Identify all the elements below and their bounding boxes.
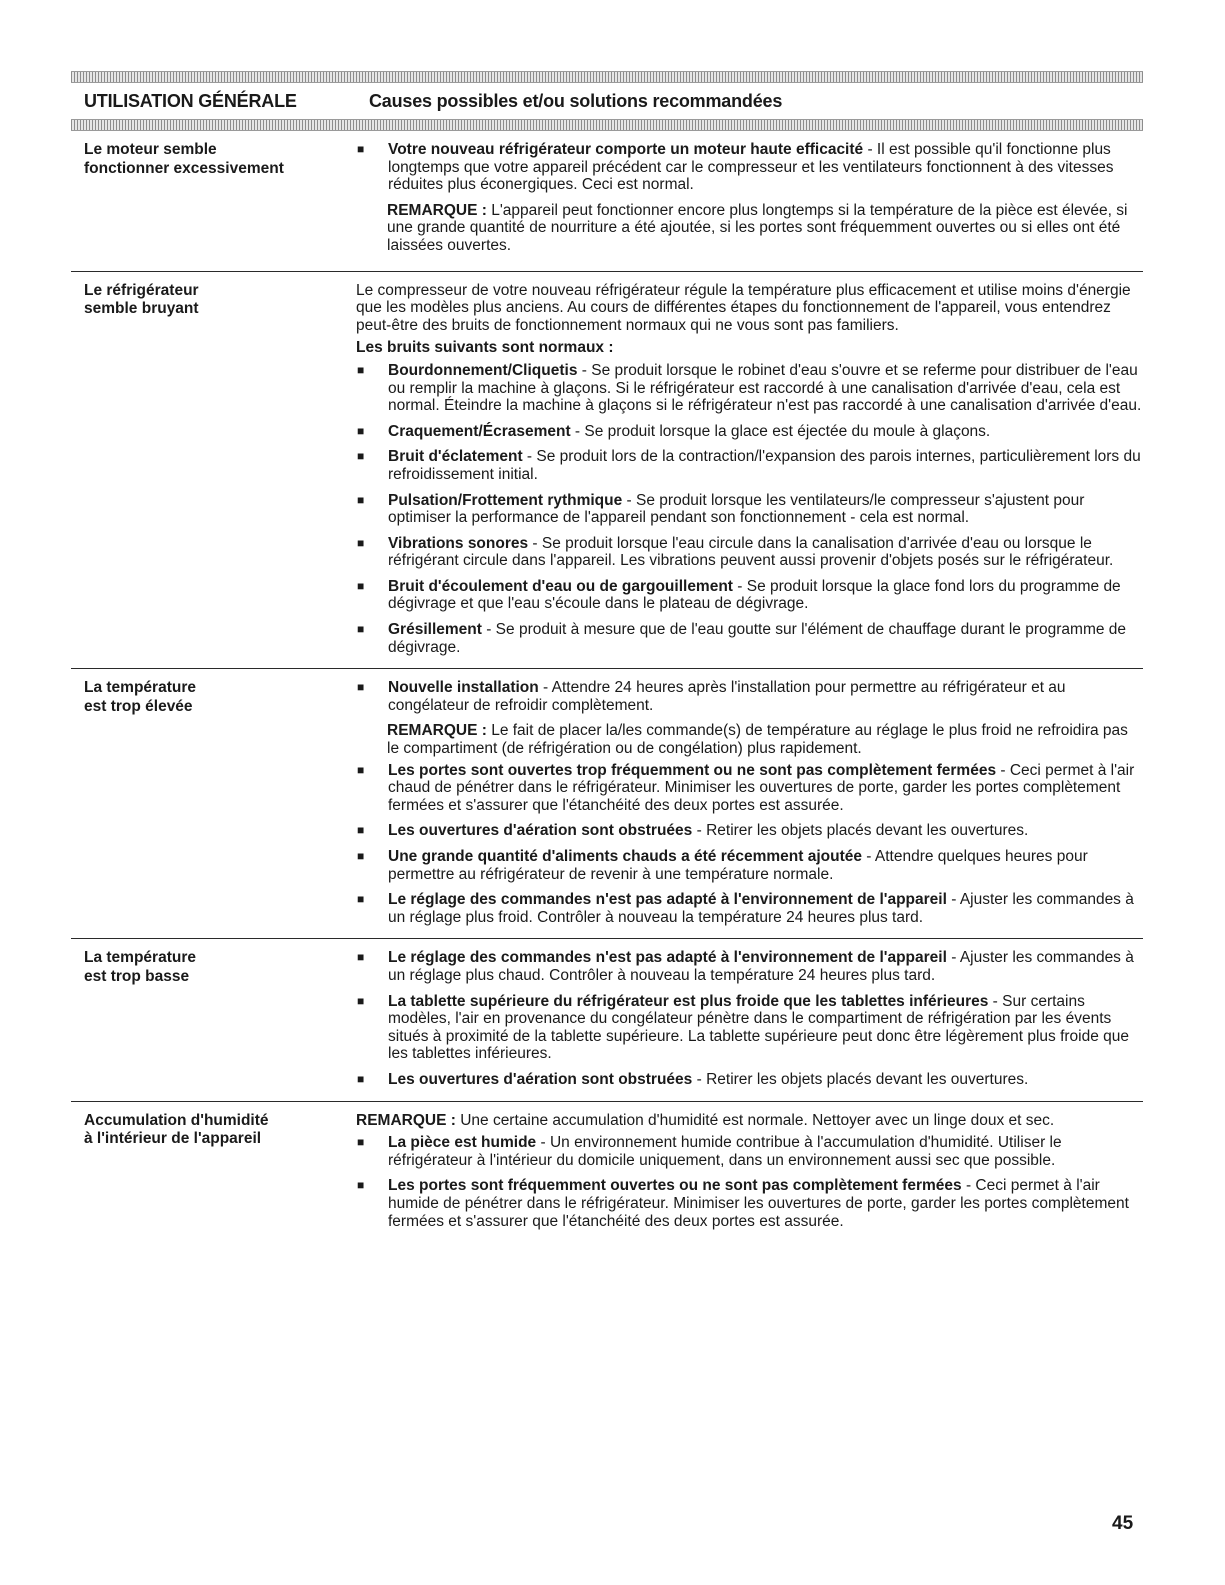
solutions-cell [356, 141, 1143, 259]
item-text [388, 141, 1143, 194]
item-text [388, 679, 1143, 714]
item-title: Nouvelle installation [388, 679, 539, 697]
item-description: - Se produit lorsque le robinet d'eau s'ouvre et se referme pour distribuer de l'eau ou remplir la machine à glaçons. Si le réfrigérateur est raccordé à une canalisation d'arrivée d'eau, cela est normal. Éteindre la machine à glaçons si le réfrigérateur n'est pas raccordé à une canalisation d'arrivée d'eau. [388, 361, 1142, 415]
note-text: L'appareil peut fonctionner encore plus longtemps si la température de la pièce est élevée, si une grande quantité de nourriture a été ajoutée, si les portes sont fréquemment ouvertes ou si elles ont été laissées ouvertes. [387, 201, 1128, 254]
intro-paragraph: Le compresseur de votre nouveau réfrigérateur régule la température plus efficacement et utilise moins d'énergie que les modèles plus anciens. Au cours de différentes étapes du fonctionnement de l'appareil, vous entendrez peut-être des bruits de fonctionnement normaux qui ne vous sont pas familiers. [356, 281, 1131, 334]
list-item [356, 621, 1143, 656]
bullet-icon: ■ [357, 762, 365, 777]
item-text [388, 621, 1143, 656]
list-item [356, 993, 1143, 1063]
item-description: - Attendre 24 heures après l'installation pour permettre au réfrigérateur et au congélateur de refroidir complètement. [388, 679, 1066, 714]
bullet-icon: ■ [357, 492, 365, 507]
table-row [71, 131, 1143, 272]
table-row [71, 669, 1143, 939]
bullet-icon: ■ [357, 362, 365, 377]
item-text [388, 1071, 1028, 1089]
header-right: Causes possibles et/ou solutions recommandées [369, 90, 783, 111]
bullet-icon: ■ [357, 1178, 365, 1193]
header-pattern-rule [71, 119, 1143, 131]
problem-heading: La température est trop élevée [84, 679, 196, 715]
list-item [356, 448, 1143, 483]
item-text [388, 891, 1143, 926]
list-item [356, 423, 1143, 441]
bullet-icon: ■ [357, 950, 365, 965]
note-label: REMARQUE : [356, 1111, 456, 1129]
item-description: - Retirer les objets placés devant les ouvertures. [692, 1070, 1029, 1088]
item-title: Bruit d'éclatement [388, 448, 523, 466]
item-title: Les ouvertures d'aération sont obstruées [388, 822, 693, 840]
note-text: Une certaine accumulation d'humidité est normale. Nettoyer avec un linge doux et sec. [455, 1111, 1055, 1129]
list-item [356, 949, 1143, 984]
item-title: Craquement/Écrasement [388, 422, 571, 440]
item-text [388, 1177, 1143, 1230]
solutions-cell [356, 949, 1143, 1088]
item-text [388, 535, 1143, 570]
troubleshooting-page [71, 71, 1143, 1242]
item-title: Bourdonnement/Cliquetis [388, 361, 578, 379]
item-title: Le réglage des commandes n'est pas adapté à l'environnement de l'appareil [388, 949, 947, 967]
list-item [356, 762, 1143, 815]
bullet-icon: ■ [357, 142, 365, 156]
list-item [356, 141, 1143, 194]
solutions-cell [356, 679, 1143, 926]
item-title: Vibrations sonores [388, 534, 529, 552]
item-text [388, 423, 990, 441]
list-item [356, 679, 1143, 714]
bullet-icon: ■ [357, 680, 365, 695]
item-title: Le réglage des commandes n'est pas adapté à l'environnement de l'appareil [388, 891, 947, 909]
item-description: - Se produit lors de la contraction/l'expansion des parois internes, particulièrement lors du refroidissement initial. [388, 448, 1141, 483]
item-description: - Il est possible qu'il fonctionne plus longtemps que votre appareil précédent car le compresseur et les ventilateurs fonctionnent à des vitesses réduites plus éconergiques. Ceci est normal. [388, 141, 1114, 194]
list-item [356, 1177, 1143, 1230]
list-item [356, 578, 1143, 613]
problem-heading: Le moteur semble fonctionner excessivement [84, 141, 284, 177]
item-text [388, 1134, 1143, 1169]
item-description: - Retirer les objets placés devant les ouvertures. [692, 822, 1029, 840]
problem-heading: Accumulation d'humidité à l'intérieur de l'appareil [84, 1111, 269, 1148]
solutions-cell [356, 282, 1143, 657]
note [387, 202, 1143, 255]
bullet-icon: ■ [357, 622, 365, 637]
list-item [356, 1134, 1143, 1169]
bullet-icon: ■ [357, 849, 365, 863]
item-text [388, 993, 1143, 1063]
item-description: - Se produit lorsque les ventilateurs/le compresseur s'ajustent pour optimiser la performance de l'appareil pendant son fonctionnement - cela est normal. [388, 491, 1085, 527]
item-title: Les portes sont fréquemment ouvertes ou ne sont pas complètement fermées [388, 1177, 962, 1195]
item-title: La tablette supérieure du réfrigérateur est plus froide que les tablettes inférieures [388, 992, 989, 1010]
bullet-icon: ■ [357, 449, 365, 464]
item-title: Votre nouveau réfrigérateur comporte un moteur haute efficacité [388, 141, 864, 158]
list-item [356, 822, 1143, 840]
note [387, 722, 1143, 757]
solutions-cell [356, 1112, 1143, 1231]
list-item [356, 535, 1143, 570]
note-label: REMARQUE : [387, 722, 487, 740]
item-description: - Se produit lorsque l'eau circule dans la canalisation d'arrivée d'eau ou lorsque le réfrigérant circule dans l'appareil. Les vibrations peuvent aussi provenir d'objets posés sur le réfrigérateur. [388, 534, 1114, 570]
list-item [356, 1071, 1143, 1089]
note-text: Le fait de placer la/les commande(s) de température au réglage le plus froid ne refroidira pas le compartiment (de réfrigération ou de congélation) plus rapidement. [387, 722, 1128, 758]
item-description: - Un environnement humide contribue à l'accumulation d'humidité. Utiliser le réfrigérateur à l'intérieur du domicile uniquement, dans un environnement aussi sec que possible. [388, 1134, 1062, 1169]
item-description: - Attendre quelques heures pour permettre au réfrigérateur de revenir à une température normale. [388, 848, 1088, 883]
note [356, 1112, 1143, 1130]
item-text [388, 492, 1143, 527]
item-text [388, 822, 1028, 840]
list-item [356, 848, 1143, 883]
item-text [388, 762, 1143, 815]
table-row [71, 939, 1143, 1101]
problem-heading: La température est trop basse [84, 949, 196, 985]
item-title: Une grande quantité d'aliments chauds a été récemment ajoutée [388, 848, 862, 865]
list-item [356, 891, 1143, 926]
item-title: Les ouvertures d'aération sont obstruées [388, 1070, 693, 1088]
item-text [388, 362, 1143, 415]
item-description: - Ceci permet à l'air chaud de pénétrer dans le réfrigérateur. Minimiser les ouvertures de porte, garder les portes complètement fermées et s'assurer que l'étanchéité des deux portes est assurée. [388, 761, 1135, 814]
bullet-icon: ■ [357, 892, 365, 907]
page-number: 45 [1112, 1513, 1134, 1534]
item-text [388, 578, 1143, 613]
item-title: Pulsation/Frottement rythmique [388, 491, 623, 509]
item-description: - Se produit lorsque la glace est éjectée du moule à glaçons. [570, 422, 991, 440]
list-item [356, 492, 1143, 527]
bullet-icon: ■ [357, 1135, 365, 1150]
item-text [388, 848, 1143, 883]
troubleshooting-table [71, 131, 1143, 1242]
item-title: Grésillement [388, 621, 482, 639]
item-description: - Se produit à mesure que de l'eau goutte sur l'élément de chauffage durant le programme de dégivrage. [388, 621, 1127, 656]
header-left: UTILISATION GÉNÉRALE [84, 90, 297, 111]
table-header [71, 83, 1143, 119]
note-label: REMARQUE : [387, 201, 487, 219]
bullet-icon: ■ [357, 423, 365, 438]
problem-heading: Le réfrigérateur semble bruyant [84, 281, 199, 318]
bullet-icon: ■ [357, 535, 365, 550]
top-pattern-rule [71, 71, 1143, 83]
list-item [356, 362, 1143, 415]
item-title: La pièce est humide [388, 1134, 537, 1152]
table-row [71, 272, 1143, 670]
item-description: - Ajuster les commandes à un réglage plus chaud. Contrôler à nouveau la température 24 heures plus tard. [388, 949, 1134, 984]
item-description: - Se produit lorsque la glace fond lors du programme de dégivrage et que l'eau s'écoule dans le plateau de dégivrage. [388, 577, 1121, 613]
subheading: Les bruits suivants sont normaux : [356, 339, 614, 357]
bullet-icon: ■ [357, 1071, 365, 1086]
table-row [71, 1102, 1143, 1243]
bullet-icon: ■ [357, 993, 365, 1008]
bullet-icon: ■ [357, 578, 365, 593]
item-description: - Ajuster les commandes à un réglage plus froid. Contrôler à nouveau la température 24 heures plus tard. [388, 891, 1134, 926]
item-title: Bruit d'écoulement d'eau ou de gargouillement [388, 577, 733, 595]
bullet-icon: ■ [357, 823, 365, 838]
item-description: - Sur certains modèles, l'air en provenance du congélateur pénètre dans le compartiment de réfrigération par les évents situés à proximité de la tablette supérieure. La tablette supérieure peut donc être légèrement plus froide que les tablettes inférieures. [388, 992, 1130, 1063]
item-text [388, 949, 1143, 984]
item-text [388, 448, 1143, 483]
item-description: - Ceci permet à l'air humide de pénétrer dans le réfrigérateur. Minimiser les ouvertures de porte, garder les portes complètement fermées et s'assurer que l'étanchéité des deux portes est assurée. [388, 1177, 1129, 1230]
item-title: Les portes sont ouvertes trop fréquemment ou ne sont pas complètement fermées [388, 761, 997, 779]
